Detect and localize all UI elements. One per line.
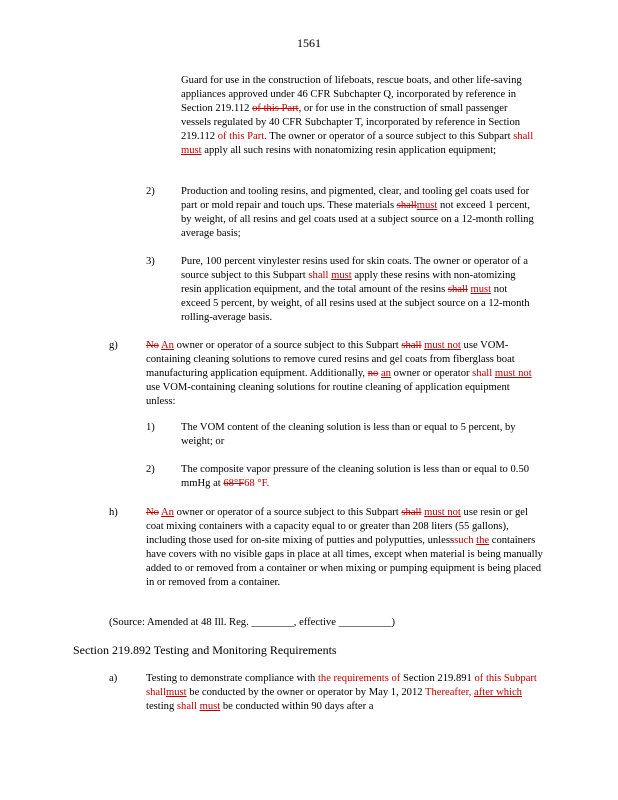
item-f3-text	[181, 255, 537, 325]
revised-text: Thereafter,	[425, 687, 472, 698]
deleted-text: shall	[396, 200, 417, 211]
revised-text: 68 °F.	[244, 478, 270, 489]
inserted-text: must	[199, 701, 221, 712]
inserted-text: must	[166, 687, 187, 698]
text-run: use VOM-containing cleaning solutions to remove cured resins and gel coats from fiberglass boat manufacturing application equipment. Additionally,	[146, 340, 515, 379]
item-f2-text	[181, 185, 541, 241]
inserted-text: an	[380, 368, 391, 379]
revised-text: shall	[472, 368, 493, 379]
revised-text: shall	[146, 687, 167, 698]
deleted-text: No	[146, 507, 159, 518]
subsection-g-text	[146, 339, 541, 409]
text-run: be conducted within 90 days after a	[220, 701, 374, 712]
revised-text: shall	[308, 270, 329, 281]
text-run: , or for use in the construction of small passenger vessels regulated by 40 CFR Subchapter T, incorporated by reference in Section 219.112	[181, 103, 521, 142]
revised-text: shall	[176, 701, 197, 712]
text-run: (Source: Amended at 48 Ill. Reg. ________, effective __________)	[109, 617, 396, 628]
inserted-text: must not	[494, 368, 532, 379]
inserted-text: must	[331, 270, 352, 281]
item-f3-marker: 3)	[146, 256, 155, 267]
item-g1-marker: 1)	[146, 422, 155, 433]
subsection-g-marker: g)	[109, 340, 118, 351]
inserted-text: must not	[424, 507, 461, 518]
inserted-text: the	[476, 535, 490, 546]
subsection-h-text	[146, 506, 545, 590]
text-run: use resin or gel coat mixing containers with a capacity equal to or greater than 208 liters (55 gallons), including those used for on-site mixing of putties and polyputties, unless	[146, 507, 528, 546]
text-run: owner or operator of a source subject to this Subpart	[173, 507, 402, 518]
subsection-a-text	[146, 672, 541, 714]
revised-text: of this Part.	[217, 131, 267, 142]
text-run: testing	[146, 701, 177, 712]
text-run: be conducted by the owner or operator by May 1, 2012	[186, 687, 426, 698]
revised-text: the requirements of	[317, 673, 401, 684]
revised-text: shall	[513, 131, 534, 142]
subsection-a-marker: a)	[109, 673, 118, 684]
inserted-text: must	[181, 145, 202, 156]
text-run: Pure, 100 percent vinylester resins used for skin coats. The owner or operator of a source subject to this Subpart	[181, 256, 528, 281]
text-run: The owner or operator of a source subject to this Subpart	[266, 131, 514, 142]
text-run: The VOM content of the cleaning solution is less than or equal to 5 percent, by weight; or	[181, 422, 516, 447]
section-heading: Section 219.892 Testing and Monitoring Requirements	[73, 643, 337, 657]
text-run: not exceed 5 percent, by weight, of all resins used at the subject source on a 12-month rolling-average basis.	[181, 284, 530, 323]
inserted-text: An	[161, 507, 174, 518]
source-note	[109, 616, 529, 630]
text-run: use VOM-containing cleaning solutions for routine cleaning of application equipment unless:	[146, 382, 510, 407]
text-run: not exceed 1 percent, by weight, of all resins and gel coats used at a subject source on a 12-month rolling average basis;	[181, 200, 534, 239]
item-f1-continuation	[181, 74, 537, 158]
revised-text: such	[454, 535, 474, 546]
page-number: 1561	[297, 36, 321, 50]
deleted-text: no	[367, 368, 379, 379]
inserted-text: must not	[424, 340, 461, 351]
deleted-text: 68°F	[223, 478, 245, 489]
text-run: Testing to demonstrate compliance with	[146, 673, 318, 684]
revised-text: of this Subpart	[474, 673, 537, 684]
text-run: owner or operator	[390, 368, 473, 379]
deleted-text: shall	[447, 284, 468, 295]
inserted-text: after which	[474, 687, 522, 698]
deleted-text: No	[146, 340, 159, 351]
text-run: containers have covers with no visible gaps in place at all times, except when material is being manually added to or removed from a container or when mixing or pumping equipment is being placed in or removed from a container.	[146, 535, 543, 588]
item-f2-marker: 2)	[146, 186, 155, 197]
item-g2-marker: 2)	[146, 464, 155, 475]
inserted-text: must	[416, 200, 438, 211]
text-run: apply all such resins with nonatomizing resin application equipment;	[201, 145, 497, 156]
item-g2-text	[181, 463, 543, 491]
text-run: Production and tooling resins, and pigmented, clear, and tooling gel coats used for part or mold repair and touch ups. These materials	[181, 186, 530, 211]
inserted-text: must	[470, 284, 492, 295]
text-run: apply these resins with non-atomizing resin application equipment, and the total amount of the resins	[181, 270, 516, 295]
deleted-text: of this Part	[252, 103, 299, 114]
item-g1-text	[181, 421, 537, 449]
text-run: Section 219.891	[400, 673, 475, 684]
deleted-text: shall	[401, 340, 422, 351]
subsection-h-marker: h)	[109, 507, 118, 518]
text-run: owner or operator of a source subject to this Subpart	[173, 340, 402, 351]
text-run: The composite vapor pressure of the cleaning solution is less than or equal to 0.50 mmHg at	[181, 464, 530, 489]
inserted-text: An	[161, 340, 174, 351]
deleted-text: shall	[401, 507, 422, 518]
text-run: Guard for use in the construction of lifeboats, rescue boats, and other life-saving appliances approved under 46 CFR Subchapter Q, incorporated by reference in Section 219.112	[181, 75, 522, 114]
